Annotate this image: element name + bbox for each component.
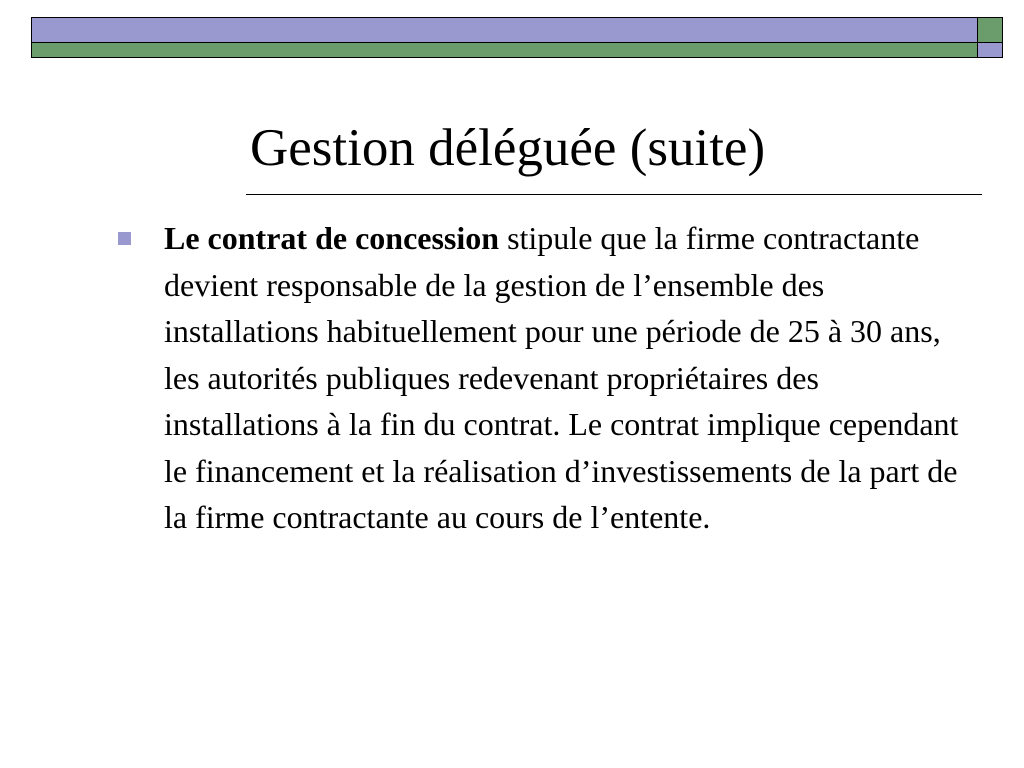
bullet-body: stipule que la firme contractante devient responsable de la gestion de l’ensemble des installations habituellement pour une période de 25 à 30 ans, les autorités publiques redevenant propriétaires des installations à la fin du contrat. Le contrat implique cependant le financement et la réalisation d’investissements de la part de la firme contractante au cours de l’entente. (164, 220, 959, 535)
bullet-text (164, 215, 974, 541)
header-corner-square-lavender (977, 42, 1003, 58)
bullet-lead-term: Le contrat de concession (164, 220, 500, 256)
header-corner-square-green (977, 17, 1003, 43)
slide-title: Gestion déléguée (suite) (250, 119, 766, 177)
square-bullet-icon (118, 232, 131, 245)
header-band-green (31, 42, 978, 58)
title-divider (246, 194, 982, 195)
header-band-lavender (31, 17, 978, 43)
bullet-item (118, 215, 978, 541)
